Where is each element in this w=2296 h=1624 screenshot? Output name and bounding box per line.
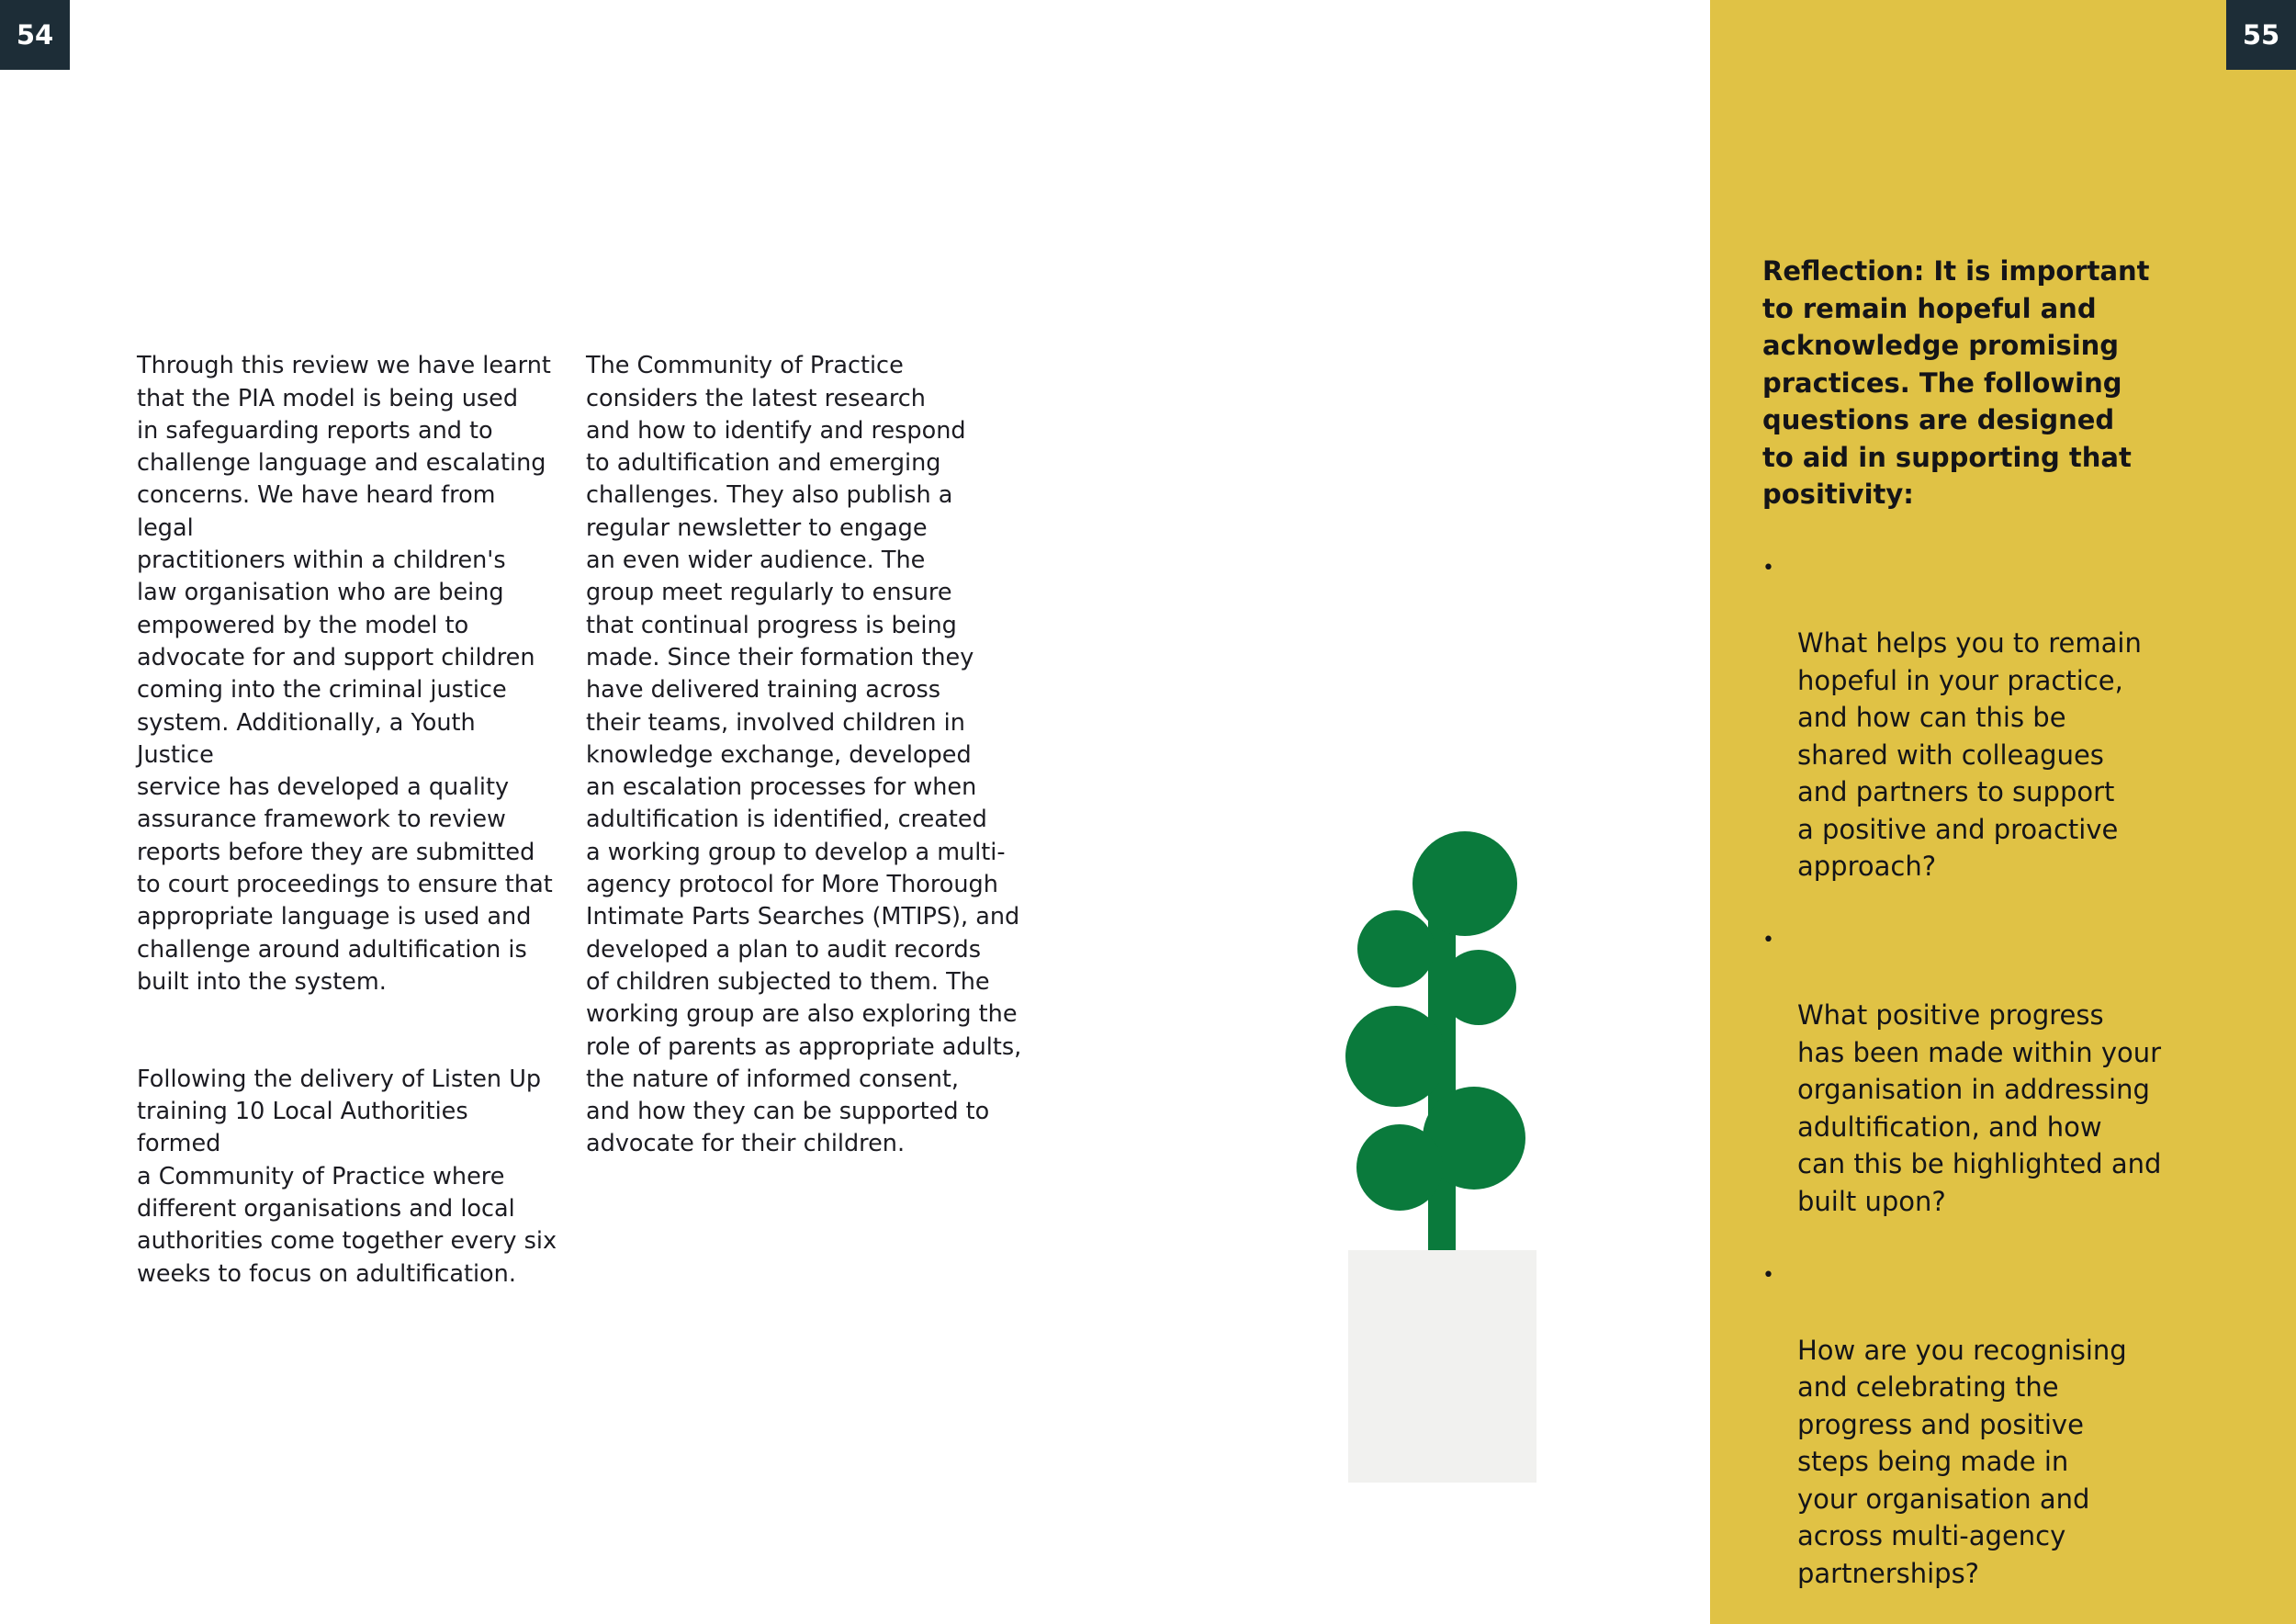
- reflection-question-1: [1762, 550, 2167, 885]
- bullet-icon: •: [1762, 557, 1774, 580]
- reflection-questions-list: [1762, 550, 2167, 1592]
- column-1-paragraph-1: Through this review we have learnt that the PIA model is being used in safeguarding reports and to challenge language and escalating concerns. We have heard from legal practitioners within a children's law organisation who are being empowered by the model to advocate for and support children coming into the criminal justice system. Additionally, a Youth Justice service has developed a quality assurance framework to review reports before they are submitted to court proceedings to ensure that appropriate language is used and challenge around adultification is built into the system.: [137, 352, 553, 996]
- plant-pot-icon: [1348, 1250, 1536, 1483]
- reflection-question-2: [1762, 922, 2167, 1220]
- page-number-left: 54: [0, 0, 70, 70]
- plant-foliage-icon: [1345, 831, 1525, 1277]
- potted-plant-illustration: [1341, 827, 1543, 1488]
- question-text: What positive progress has been made within your organisation in addressing adultification, and how can this be highlighted and built upon?: [1797, 999, 2162, 1217]
- text-column-1: [137, 318, 559, 1323]
- bullet-icon: •: [1762, 929, 1774, 952]
- question-text: What helps you to remain hopeful in your practice, and how can this be shared with colleagues and partners to support a positive and proactive approach?: [1797, 627, 2142, 882]
- column-1-paragraph-2: Following the delivery of Listen Up training 10 Local Authorities formed a Community of Practice where different organisations and local authorities come together every six weeks to focus on adultification.: [137, 1065, 557, 1288]
- reflection-heading: Reflection: It is important to remain hopeful and acknowledge promising practices. The following questions are designed to aid in supporting that positivity:: [1762, 255, 2150, 510]
- bullet-icon: •: [1762, 1263, 1774, 1287]
- column-2-paragraph-1: The Community of Practice considers the latest research and how to identify and respond to adultification and emerging challenges. They also publish a regular newsletter to engage an even wider audience. The group meet regularly to ensure that continual progress is being made. Since their formation they have delivered training across their teams, involved children in knowledge exchange, developed an escalation processes for when adultification is identified, created a working group to develop a multi- agency protocol for More Thorough Intimate Parts Searches (MTIPS), and developed a plan to audit records of children subjected to them. The working group are also exploring the role of parents as appropriate adults, the nature of informed consent, and how they can be supported to advocate for their children.: [586, 352, 1022, 1158]
- reflection-question-3: [1762, 1257, 2167, 1593]
- question-text: How are you recognising and celebrating the progress and positive steps being made in your organisation and across multi-agency partnerships?: [1797, 1334, 2127, 1589]
- text-column-2: [586, 318, 1027, 1193]
- page-number-right: 55: [2226, 0, 2296, 70]
